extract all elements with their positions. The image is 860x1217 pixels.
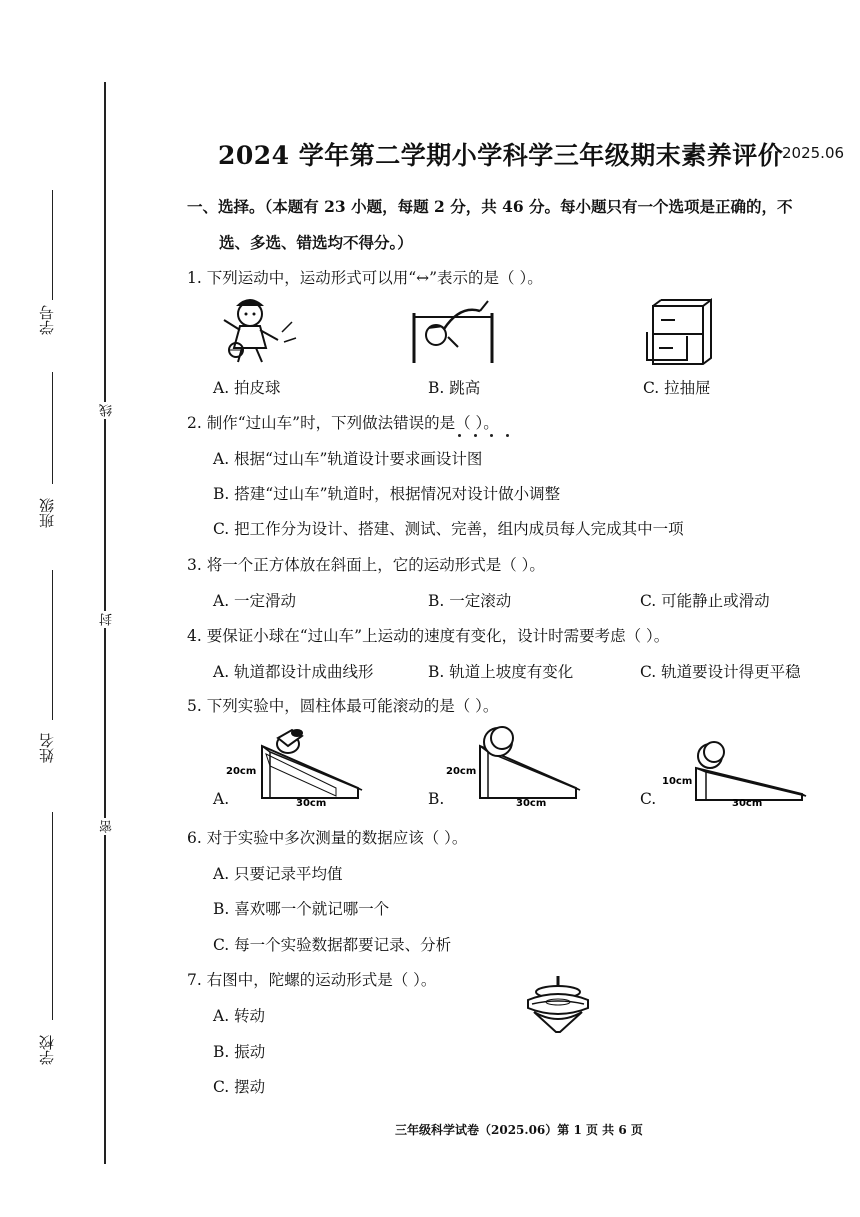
q2-option-b: B. 搭建“过山车”轨道时，根据情况对设计做小调整: [213, 485, 561, 503]
q2-stem: 2. 制作“过山车”时，下列做法错误的是（ ）。: [187, 414, 499, 432]
q2-option-a: A. 根据“过山车”轨道设计要求画设计图: [213, 450, 483, 468]
line-mark: 线: [100, 404, 115, 417]
q3-option-c: C. 可能静止或滑动: [640, 592, 770, 610]
ramp-b-length: 30cm: [516, 798, 547, 808]
drawer-cabinet-figure: [643, 298, 715, 366]
emphasis-dot: [474, 434, 477, 437]
high-jump-figure: [408, 295, 498, 365]
bouncing-ball-figure: [212, 292, 302, 366]
page-footer: 三年级科学试卷（2025.06）第 1 页 共 6 页: [395, 1123, 643, 1137]
exam-title: 2024 学年第二学期小学科学三年级期末素养评价: [218, 141, 784, 170]
q2-option-c: C. 把工作分为设计、搭建、测试、完善，组内成员每人完成其中一项: [213, 520, 684, 538]
close-mark: 密: [100, 820, 115, 833]
q6-option-c: C. 每一个实验数据都要记录、分析: [213, 936, 452, 954]
ramp-a-length: 30cm: [296, 798, 327, 808]
q4-option-a: A. 轨道都设计成曲线形: [213, 663, 374, 681]
q5-option-a: A.: [213, 790, 230, 808]
emphasis-dot: [490, 434, 493, 437]
section-heading-line1: 一、选择。（本题有 23 小题，每题 2 分，共 46 分。每小题只有一个选项是正确的，不: [187, 197, 793, 216]
q5-stem: 5. 下列实验中，圆柱体最可能滚动的是（ ）。: [187, 697, 499, 715]
q4-option-b: B. 轨道上坡度有变化: [428, 663, 574, 681]
ramp-figure-c: [662, 738, 812, 808]
name-label: 姓名: [38, 733, 56, 763]
student-no-label: 学号: [38, 305, 56, 335]
ramp-figure-b: [446, 724, 586, 808]
q7-option-c: C. 摆动: [213, 1078, 266, 1096]
q5-option-c: C.: [640, 790, 657, 808]
school-label: 学校: [38, 1035, 56, 1065]
school-blank: [52, 812, 53, 1020]
q7-option-a: A. 转动: [213, 1007, 266, 1025]
q4-stem: 4. 要保证小球在“过山车”上运动的速度有变化，设计时需要考虑（ ）。: [187, 627, 670, 645]
q3-option-b: B. 一定滚动: [428, 592, 512, 610]
ramp-b-height: 20cm: [446, 766, 477, 777]
ramp-c-length: 30cm: [732, 798, 763, 808]
q7-option-b: B. 振动: [213, 1043, 266, 1061]
ramp-c-height: 10cm: [662, 776, 693, 787]
ramp-figure-a: [226, 726, 366, 808]
q5-option-b: B.: [428, 790, 445, 808]
q3-option-a: A. 一定滑动: [213, 592, 297, 610]
seal-mark: 封: [100, 613, 115, 626]
q1-stem: 1. 下列运动中，运动形式可以用“↔”表示的是（ ）。: [187, 269, 543, 287]
q6-option-b: B. 喜欢哪一个就记哪一个: [213, 900, 390, 918]
q7-stem: 7. 右图中，陀螺的运动形式是（ ）。: [187, 971, 437, 989]
q6-stem: 6. 对于实验中多次测量的数据应该（ ）。: [187, 829, 468, 847]
exam-date: 2025.06: [782, 144, 845, 162]
section-heading-line2: 选、多选、错选均不得分。）: [219, 233, 413, 252]
q1-option-c: C. 拉抽屉: [643, 379, 711, 397]
student-no-blank: [52, 190, 53, 300]
q6-option-a: A. 只要记录平均值: [213, 865, 343, 883]
class-label: 班级: [38, 498, 56, 528]
q1-option-b: B. 跳高: [428, 379, 481, 397]
name-blank: [52, 570, 53, 720]
spinning-top-figure: [520, 974, 596, 1036]
emphasis-dot: [458, 434, 461, 437]
class-blank: [52, 372, 53, 484]
ramp-a-height: 20cm: [226, 766, 257, 777]
q4-option-c: C. 轨道要设计得更平稳: [640, 663, 801, 681]
emphasis-dot: [506, 434, 509, 437]
q1-option-a: A. 拍皮球: [213, 379, 281, 397]
q3-stem: 3. 将一个正方体放在斜面上，它的运动形式是（ ）。: [187, 556, 545, 574]
